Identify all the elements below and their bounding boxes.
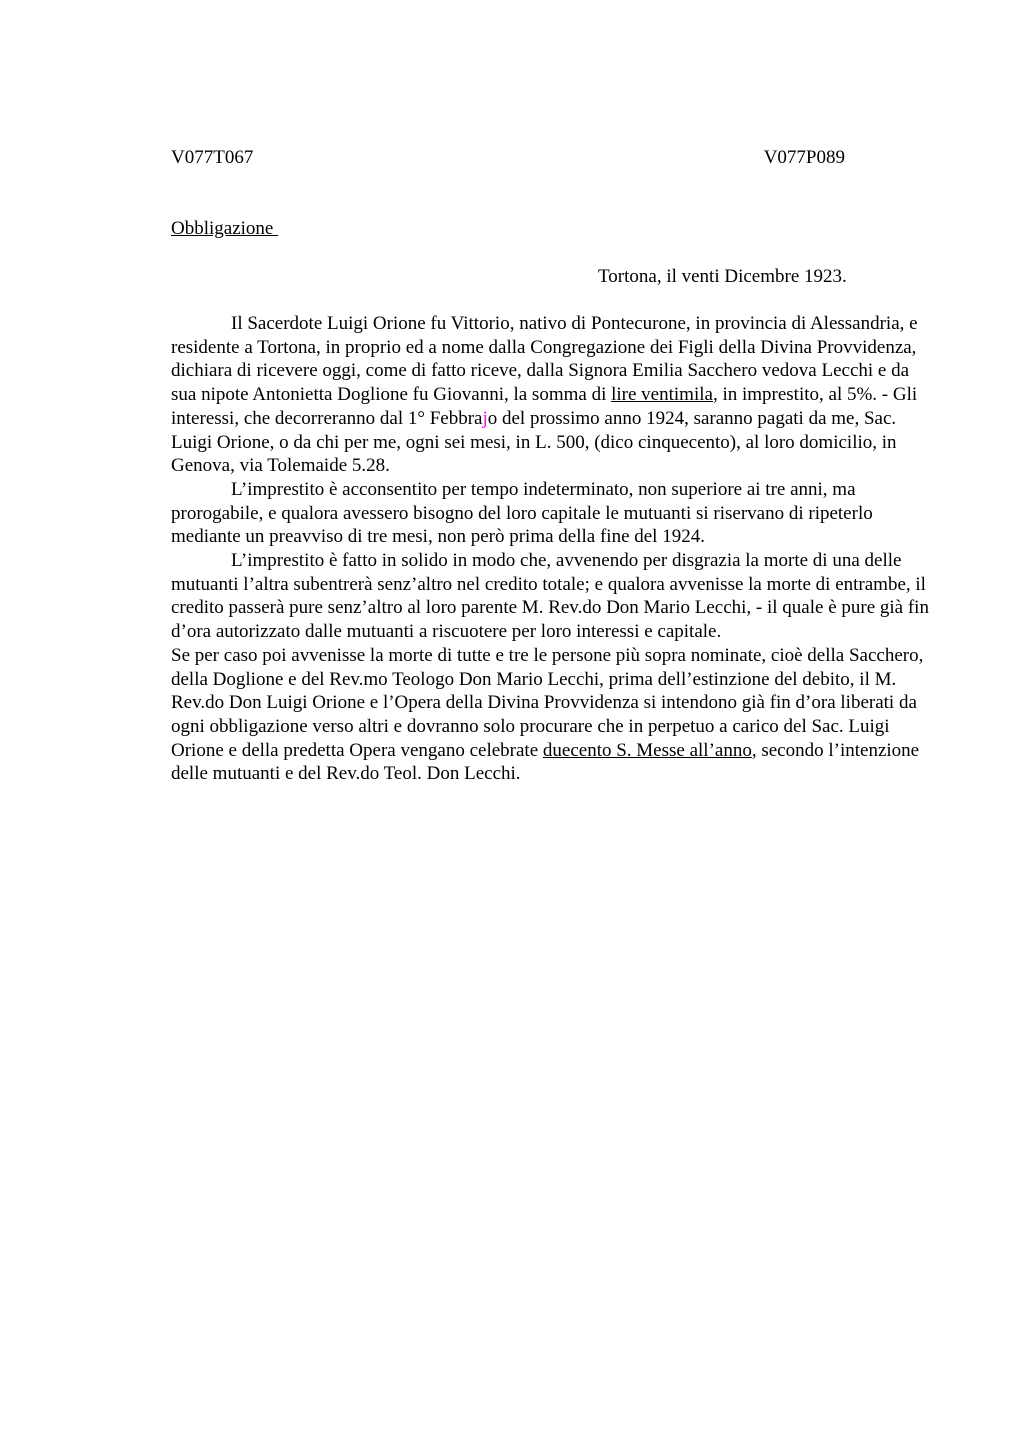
paragraph-1-text-c: o del prossimo anno 1924, saranno pagati da me, Sac. Luigi Orione, o da chi per me, ogni sei mesi, in L. 500, (dico cinquecento), al loro domicilio, in Genova, via Tolemaide 5.28.	[171, 407, 897, 477]
paragraph-2: L’imprestito è acconsentito per tempo indeterminato, non superiore ai tre anni, ma prorogabile, e qualora avessero bisogno del loro capitale le mutuanti si riservano di ripeterlo mediante un preavviso di tre mesi, non però prima della fine del 1924.	[171, 478, 873, 548]
paragraph-4-text-b: , secondo l’intenzione delle mutuanti e del Rev.do Teol. Don Lecchi.	[171, 739, 920, 785]
paragraph-4-text-a: Se per caso poi avvenisse la morte di tutte e tre le persone più sopra nominate, cioè della Sacchero, della Doglione e del Rev.mo Teologo Don Mario Lecchi, prima dell’estinzione del debito, il M. Rev.do Don Luigi Orione e l’Opera della Divina Provvidenza si intendono già fin d’ora liberati da ogni obbligazione verso altri e dovranno solo procurare che in perpetuo a carico del Sac. Luigi Orione e della predetta Opera vengano celebrate	[171, 644, 924, 761]
volume-code-right: V077P089	[763, 147, 845, 168]
paragraph-1-text-b: , in imprestito, al 5%. - Gli interessi, che decorreranno dal 1° Febbra	[171, 384, 918, 429]
paragraph-4-underlined: duecento S. Messe all’anno	[542, 739, 752, 761]
paragraph-1	[171, 312, 931, 478]
paragraph-1-underlined: lire ventimila	[611, 384, 713, 406]
paragraph-1-text-a: Il Sacerdote Luigi Orione fu Vittorio, nativo di Pontecurone, in provincia di Alessandria, e residente a Tortona, in proprio ed a nome dalla Congregazione dei Figli della Divina Provvidenza, dichiara di ricevere oggi, come di fatto riceve, dalla Signora Emilia Sacchero vedova Lecchi e da sua nipote Antonietta Doglione fu Giovanni, la somma di	[171, 313, 918, 406]
paragraph-3: L’imprestito è fatto in solido in modo che, avvenendo per disgrazia la morte di una delle mutuanti l’altra subentrerà senz’altro nel credito totale; e qualora avvenisse la morte di entrambe, il credito passerà pure senz’altro al loro parente M. Rev.do Don Mario Lecchi, - il quale è pure già fin d’ora autorizzato dalle mutuanti a riscuotere per loro interessi e capitale.	[171, 550, 929, 643]
paragraph-4	[171, 644, 931, 786]
highlighted-letter: j	[482, 407, 488, 429]
document-body	[171, 312, 931, 786]
dateline: Tortona, il venti Dicembre 1923.	[598, 266, 847, 287]
document-page	[171, 0, 931, 1450]
volume-code-left: V077T067	[171, 147, 254, 168]
document-title: Obbligazione	[171, 218, 279, 239]
